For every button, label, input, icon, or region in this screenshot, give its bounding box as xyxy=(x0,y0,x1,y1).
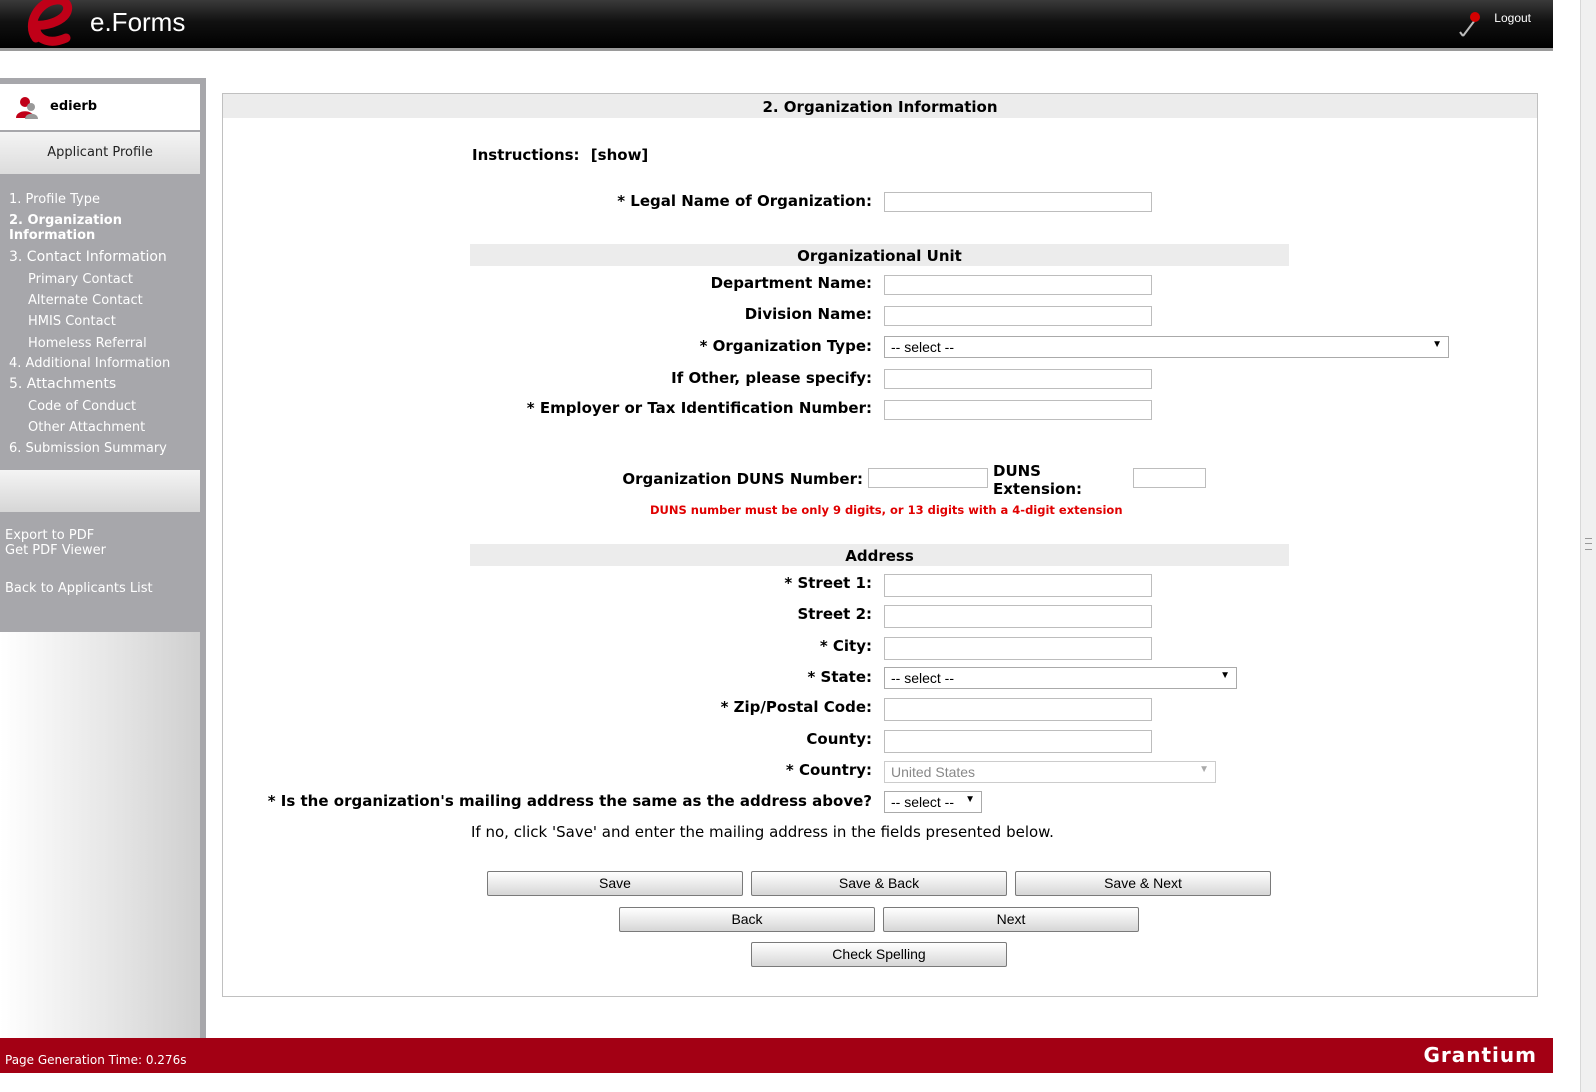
street1-input[interactable] xyxy=(884,574,1152,597)
duns-number-label: Organization DUNS Number: xyxy=(622,470,863,488)
legal-name-input[interactable] xyxy=(884,192,1152,212)
applicant-profile-label: Applicant Profile xyxy=(0,132,200,174)
duns-error-message: DUNS number must be only 9 digits, or 13 digits with a 4-digit extension xyxy=(650,503,1123,517)
next-button[interactable]: Next xyxy=(883,907,1139,932)
instructions-show-toggle[interactable]: [show] xyxy=(590,146,649,164)
get-pdf-viewer-link[interactable]: Get PDF Viewer xyxy=(5,543,106,558)
logout-key-icon[interactable] xyxy=(1457,10,1485,40)
user-icon xyxy=(14,95,38,119)
state-select[interactable] xyxy=(884,667,1237,689)
other-specify-label: If Other, please specify: xyxy=(671,369,872,387)
logout-link[interactable]: Logout xyxy=(1494,11,1531,25)
state-value: -- select -- xyxy=(891,670,954,686)
country-label: * Country: xyxy=(785,761,872,779)
duns-number-input[interactable] xyxy=(868,468,988,488)
save-next-button[interactable]: Save & Next xyxy=(1015,871,1271,896)
nav-contact-information[interactable]: 3. Contact Information xyxy=(9,249,167,265)
country-value: United States xyxy=(891,764,976,780)
nav-code-of-conduct[interactable]: Code of Conduct xyxy=(28,399,137,414)
organizational-unit-heading: Organizational Unit xyxy=(470,244,1289,266)
save-back-button[interactable]: Save & Back xyxy=(751,871,1007,896)
ein-input[interactable] xyxy=(884,400,1152,420)
instructions xyxy=(472,146,648,164)
division-name-label: Division Name: xyxy=(744,305,872,323)
grantium-logo xyxy=(1423,1043,1537,1067)
city-input[interactable] xyxy=(884,637,1152,660)
duns-extension-label-line2: Extension: xyxy=(993,480,1082,498)
state-label: * State: xyxy=(807,668,872,686)
nav-submission-summary[interactable]: 6. Submission Summary xyxy=(9,441,167,456)
organization-type-select[interactable] xyxy=(884,336,1449,358)
nav-organization-information-line2[interactable]: Information xyxy=(9,228,96,243)
save-button[interactable]: Save xyxy=(487,871,743,896)
division-name-input[interactable] xyxy=(884,306,1152,326)
nav-profile-type[interactable]: 1. Profile Type xyxy=(9,192,100,207)
export-pdf-link[interactable]: Export to PDF xyxy=(5,528,95,543)
back-button[interactable]: Back xyxy=(619,907,875,932)
country-select[interactable] xyxy=(884,761,1216,783)
other-specify-input[interactable] xyxy=(884,369,1152,389)
grantium-brand-text: Grantium xyxy=(1423,1043,1537,1067)
mailing-same-select[interactable] xyxy=(884,791,982,813)
department-name-label: Department Name: xyxy=(710,274,872,292)
nav-organization-information[interactable]: 2. Organization xyxy=(9,213,122,228)
organization-type-value: -- select -- xyxy=(891,339,954,355)
county-input[interactable] xyxy=(884,730,1152,753)
app-name: e.Forms xyxy=(90,7,186,37)
form-panel xyxy=(222,93,1538,997)
sidebar-spacer-box xyxy=(0,470,200,512)
duns-extension-label-line1: DUNS xyxy=(993,462,1041,480)
nav-alternate-contact[interactable]: Alternate Contact xyxy=(28,293,143,308)
duns-extension-label xyxy=(993,462,1082,498)
dropdown-arrow-icon: ▼ xyxy=(965,794,975,805)
street1-label: * Street 1: xyxy=(784,574,872,592)
back-to-applicants-link[interactable]: Back to Applicants List xyxy=(5,581,153,596)
sidebar xyxy=(0,78,206,1042)
nav-primary-contact[interactable]: Primary Contact xyxy=(28,272,133,287)
nav-homeless-referral[interactable]: Homeless Referral xyxy=(28,336,147,351)
page-title: 2. Organization Information xyxy=(223,94,1537,118)
ein-label: * Employer or Tax Identification Number: xyxy=(526,399,872,417)
duns-extension-input[interactable] xyxy=(1133,468,1206,488)
username: edierb xyxy=(50,99,98,114)
street2-label: Street 2: xyxy=(797,605,872,623)
street2-input[interactable] xyxy=(884,605,1152,628)
page-generation-time: Page Generation Time: 0.276s xyxy=(5,1053,187,1067)
nav-additional-information[interactable]: 4. Additional Information xyxy=(9,356,171,371)
dropdown-arrow-icon: ▼ xyxy=(1220,670,1230,681)
mailing-same-label: * Is the organization's mailing address the same as the address above? xyxy=(267,792,872,810)
nav-hmis-contact[interactable]: HMIS Contact xyxy=(28,314,116,329)
sidebar-gradient-area xyxy=(0,632,200,1042)
nav-other-attachment[interactable]: Other Attachment xyxy=(28,420,146,435)
zip-label: * Zip/Postal Code: xyxy=(720,698,872,716)
eforms-logo-icon xyxy=(22,0,78,54)
check-spelling-button[interactable]: Check Spelling xyxy=(751,942,1007,967)
dropdown-arrow-icon: ▼ xyxy=(1199,764,1209,775)
user-box xyxy=(0,84,200,130)
zip-input[interactable] xyxy=(884,698,1152,721)
address-heading: Address xyxy=(470,544,1289,566)
instructions-label: Instructions: xyxy=(472,146,580,164)
top-header xyxy=(0,0,1553,51)
department-name-input[interactable] xyxy=(884,275,1152,295)
scrollbar-grip-icon[interactable] xyxy=(1585,538,1592,550)
legal-name-label: * Legal Name of Organization: xyxy=(617,192,872,210)
organization-type-label: * Organization Type: xyxy=(699,337,872,355)
dropdown-arrow-icon: ▼ xyxy=(1432,339,1442,350)
county-label: County: xyxy=(806,730,872,748)
footer xyxy=(0,1038,1553,1073)
mailing-address-note: If no, click 'Save' and enter the mailing address in the fields presented below. xyxy=(471,823,1054,841)
vertical-scrollbar[interactable] xyxy=(1580,0,1596,1092)
nav-attachments[interactable]: 5. Attachments xyxy=(9,376,117,392)
mailing-same-value: -- select -- xyxy=(891,794,954,810)
city-label: * City: xyxy=(819,637,872,655)
